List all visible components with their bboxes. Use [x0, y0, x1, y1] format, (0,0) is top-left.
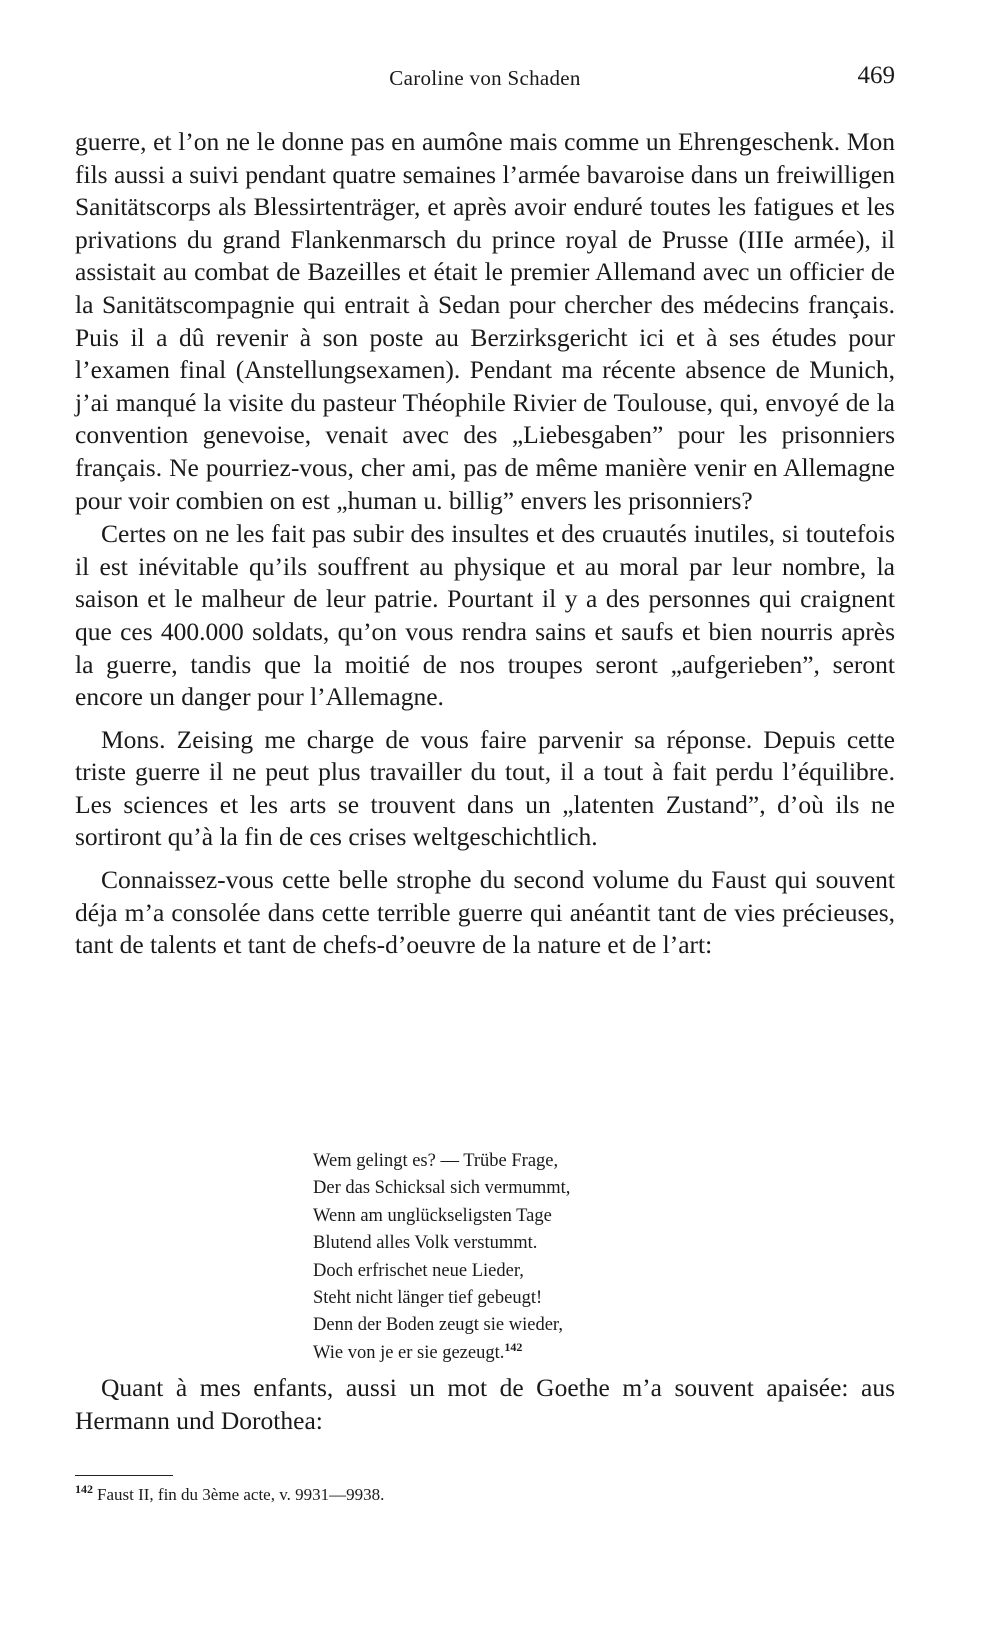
page-number: 469: [857, 62, 895, 89]
paragraph-5: Quant à mes enfants, aussi un mot de Goethe m’a souvent apaisée: aus Hermann und Dorothea:: [75, 1373, 895, 1435]
verse-line: Steht nicht länger tief gebeugt!: [313, 1288, 543, 1309]
verse-line: Doch erfrischet neue Lieder,: [313, 1260, 524, 1281]
verse-line: Denn der Boden zeugt sie wieder,: [313, 1315, 563, 1336]
verse-line: Der das Schicksal sich vermummt,: [313, 1178, 571, 1199]
running-header: [75, 62, 895, 96]
verse-line-text: Wie von je er sie gezeugt.: [313, 1342, 505, 1363]
footnote-divider: [75, 1475, 173, 1476]
verse-quote: [313, 1148, 733, 1367]
verse-line-last: [313, 1340, 733, 1367]
paragraph-1: guerre, et l’on ne le donne pas en aumône mais comme un Ehrengeschenk. Mon fils aussi a suivi pendant quatre semaines l’armée bavaroise dans un freiwilligen Sanitätscorps als Blessirtenträger, et après avoir enduré toutes les fatigues et les privations du grand Flankenmarsch du prince royal de Prusse (IIIe armée), il assistait au combat de Bazeilles et était le premier Allemand avec un officier de la Sanitätscompagnie qui entrait à Sedan pour chercher des médecins français. Puis il a dû revenir à son poste au Berzirksgericht ici et à ses études pour l’examen final (Anstellungsexamen). Pendant ma récente absence de Munich, j’ai manqué la visite du pasteur Théophile Rivier de Toulouse, qui, envoyé de la convention genevoise, venait avec des „Liebesgaben” pour les prisonniers français. Ne pourriez-vous, cher ami, pas de même manière venir en Allemagne pour voir combien on est „human u. billig” envers les prisonniers?: [75, 127, 895, 515]
verse-line: Wem gelingt es? — Trübe Frage,: [313, 1151, 559, 1171]
footnote: [75, 1484, 895, 1506]
paragraph-3: Mons. Zeising me charge de vous faire parvenir sa réponse. Depuis cette triste guerre il ne peut plus travailler du tout, il a tout à fait perdu l’équilibre. Les sciences et les arts se trouvent dans un „latenten Zustand”, d’où ils ne sortiront qu’à la fin de ces crises weltgeschichtlich.: [75, 724, 895, 852]
closing-paragraph: [75, 1372, 895, 1437]
paragraph-4: Connaissez-vous cette belle strophe du second volume du Faust qui souvent déja m’a consolée dans cette terrible guerre qui anéantit tant de vies précieuses, tant de talents et tant de chefs-d’oeuvre de la nature et de l’art:: [75, 865, 895, 960]
footnote-reference[interactable]: 142: [504, 1339, 523, 1354]
verse-line: Wenn am unglückseligsten Tage: [313, 1205, 552, 1226]
footnote-mark: 142: [75, 1482, 93, 1497]
paragraph-2: Certes on ne les fait pas subir des insultes et des cruautés inutiles, si toutefois il est inévitable qu’ils souffrent au physique et au moral par leur nombre, la saison et le malheur de leur patrie. Pourtant il y a des personnes qui craignent que ces 400.000 soldats, qu’on vous rendra sains et saufs et bien nourris après la guerre, tandis que la moitié de nos troupes seront „aufgerieben”, seront encore un danger pour l’Allemagne.: [75, 519, 895, 712]
body-text: [75, 126, 895, 962]
footnote-text: Faust II, fin du 3ème acte, v. 9931—9938.: [97, 1485, 385, 1504]
verse-line: Blutend alles Volk verstummt.: [313, 1233, 538, 1254]
running-title: Caroline von Schaden: [389, 66, 581, 90]
